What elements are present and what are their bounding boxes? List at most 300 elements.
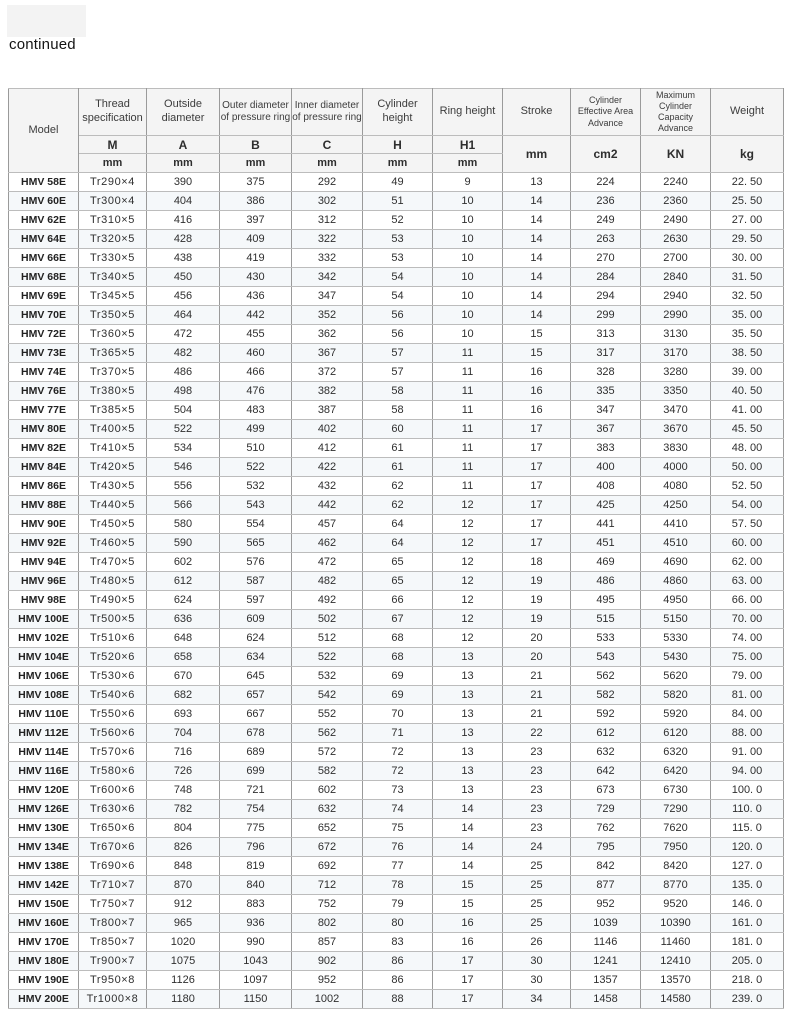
inner-diameter-pressure-ring-cell: 712: [292, 876, 363, 895]
cylinder-height-cell: 54: [363, 287, 433, 306]
outside-diameter-cell: 1126: [147, 971, 220, 990]
outer-diameter-pressure-ring-cell: 522: [220, 458, 292, 477]
stroke-cell: 30: [503, 952, 571, 971]
inner-diameter-pressure-ring-cell: 512: [292, 629, 363, 648]
header-cylinder-effective-area: Cylinder Effective Area Advance: [571, 89, 641, 136]
max-cylinder-capacity-cell: 6420: [641, 762, 711, 781]
unit-outer-ring-mm: mm: [220, 154, 292, 173]
table-row: [9, 325, 784, 344]
ring-height-cell: 11: [433, 401, 503, 420]
weight-cell: 27. 00: [711, 211, 784, 230]
cylinder-height-cell: 70: [363, 705, 433, 724]
max-cylinder-capacity-cell: 5430: [641, 648, 711, 667]
outer-diameter-pressure-ring-cell: 397: [220, 211, 292, 230]
max-cylinder-capacity-cell: 2240: [641, 173, 711, 192]
outside-diameter-cell: 602: [147, 553, 220, 572]
model-cell: HMV 69E: [9, 287, 79, 306]
stroke-cell: 22: [503, 724, 571, 743]
unit-weight-kg: kg: [711, 136, 784, 173]
ring-height-cell: 16: [433, 914, 503, 933]
thread-spec-cell: Tr600×6: [79, 781, 147, 800]
weight-cell: 62. 00: [711, 553, 784, 572]
thread-spec-cell: Tr570×6: [79, 743, 147, 762]
stroke-cell: 20: [503, 629, 571, 648]
outside-diameter-cell: 693: [147, 705, 220, 724]
ring-height-cell: 16: [433, 933, 503, 952]
table-row: [9, 933, 784, 952]
table-row: [9, 268, 784, 287]
cylinder-effective-area-cell: 469: [571, 553, 641, 572]
unit-capacity-kn: KN: [641, 136, 711, 173]
ring-height-cell: 10: [433, 287, 503, 306]
cylinder-effective-area-cell: 1357: [571, 971, 641, 990]
outside-diameter-cell: 438: [147, 249, 220, 268]
cylinder-height-cell: 61: [363, 439, 433, 458]
table-row: [9, 420, 784, 439]
inner-diameter-pressure-ring-cell: 457: [292, 515, 363, 534]
inner-diameter-pressure-ring-cell: 352: [292, 306, 363, 325]
weight-cell: 84. 00: [711, 705, 784, 724]
max-cylinder-capacity-cell: 7950: [641, 838, 711, 857]
outer-diameter-pressure-ring-cell: 554: [220, 515, 292, 534]
outside-diameter-cell: 658: [147, 648, 220, 667]
cylinder-effective-area-cell: 495: [571, 591, 641, 610]
table-row: [9, 496, 784, 515]
inner-diameter-pressure-ring-cell: 347: [292, 287, 363, 306]
cylinder-height-cell: 66: [363, 591, 433, 610]
cylinder-height-cell: 62: [363, 496, 433, 515]
max-cylinder-capacity-cell: 4950: [641, 591, 711, 610]
inner-diameter-pressure-ring-cell: 572: [292, 743, 363, 762]
max-cylinder-capacity-cell: 11460: [641, 933, 711, 952]
thread-spec-cell: Tr520×6: [79, 648, 147, 667]
outer-diameter-pressure-ring-cell: 532: [220, 477, 292, 496]
cylinder-effective-area-cell: 249: [571, 211, 641, 230]
outer-diameter-pressure-ring-cell: 721: [220, 781, 292, 800]
outer-diameter-pressure-ring-cell: 657: [220, 686, 292, 705]
ring-height-cell: 12: [433, 629, 503, 648]
outer-diameter-pressure-ring-cell: 883: [220, 895, 292, 914]
outside-diameter-cell: 726: [147, 762, 220, 781]
continued-label: continued: [9, 36, 76, 53]
cylinder-height-cell: 86: [363, 952, 433, 971]
symbol-b: B: [220, 136, 292, 154]
ring-height-cell: 12: [433, 534, 503, 553]
inner-diameter-pressure-ring-cell: 442: [292, 496, 363, 515]
outer-diameter-pressure-ring-cell: 442: [220, 306, 292, 325]
inner-diameter-pressure-ring-cell: 482: [292, 572, 363, 591]
header-inner-diameter-pressure-ring: Inner diameter of pressure ring: [292, 89, 363, 136]
model-cell: HMV 76E: [9, 382, 79, 401]
max-cylinder-capacity-cell: 5620: [641, 667, 711, 686]
weight-cell: 161. 0: [711, 914, 784, 933]
weight-cell: 40. 50: [711, 382, 784, 401]
weight-cell: 146. 0: [711, 895, 784, 914]
cylinder-effective-area-cell: 1146: [571, 933, 641, 952]
outer-diameter-pressure-ring-cell: 699: [220, 762, 292, 781]
cylinder-height-cell: 65: [363, 553, 433, 572]
max-cylinder-capacity-cell: 8770: [641, 876, 711, 895]
thread-spec-cell: Tr290×4: [79, 173, 147, 192]
unit-stroke-mm: mm: [503, 136, 571, 173]
inner-diameter-pressure-ring-cell: 367: [292, 344, 363, 363]
outside-diameter-cell: 804: [147, 819, 220, 838]
model-cell: HMV 88E: [9, 496, 79, 515]
table-row: [9, 857, 784, 876]
outside-diameter-cell: 670: [147, 667, 220, 686]
outside-diameter-cell: 704: [147, 724, 220, 743]
table-row: [9, 800, 784, 819]
stroke-cell: 25: [503, 876, 571, 895]
inner-diameter-pressure-ring-cell: 322: [292, 230, 363, 249]
outside-diameter-cell: 390: [147, 173, 220, 192]
weight-cell: 31. 50: [711, 268, 784, 287]
weight-cell: 205. 0: [711, 952, 784, 971]
thread-spec-cell: Tr850×7: [79, 933, 147, 952]
thread-spec-cell: Tr510×6: [79, 629, 147, 648]
weight-cell: 54. 00: [711, 496, 784, 515]
weight-cell: 35. 00: [711, 306, 784, 325]
ring-height-cell: 11: [433, 344, 503, 363]
cylinder-height-cell: 52: [363, 211, 433, 230]
stroke-cell: 21: [503, 686, 571, 705]
ring-height-cell: 12: [433, 553, 503, 572]
outer-diameter-pressure-ring-cell: 409: [220, 230, 292, 249]
weight-cell: 127. 0: [711, 857, 784, 876]
cylinder-effective-area-cell: 441: [571, 515, 641, 534]
ring-height-cell: 11: [433, 420, 503, 439]
table-row: [9, 876, 784, 895]
max-cylinder-capacity-cell: 2700: [641, 249, 711, 268]
max-cylinder-capacity-cell: 7620: [641, 819, 711, 838]
outer-diameter-pressure-ring-cell: 1043: [220, 952, 292, 971]
thread-spec-cell: Tr580×6: [79, 762, 147, 781]
max-cylinder-capacity-cell: 3170: [641, 344, 711, 363]
cylinder-effective-area-cell: 842: [571, 857, 641, 876]
outer-diameter-pressure-ring-cell: 587: [220, 572, 292, 591]
cylinder-effective-area-cell: 762: [571, 819, 641, 838]
outer-diameter-pressure-ring-cell: 1150: [220, 990, 292, 1009]
ring-height-cell: 14: [433, 857, 503, 876]
table-row: [9, 211, 784, 230]
thread-spec-cell: Tr900×7: [79, 952, 147, 971]
ring-height-cell: 10: [433, 211, 503, 230]
unit-thread-mm: mm: [79, 154, 147, 173]
thread-spec-cell: Tr420×5: [79, 458, 147, 477]
cylinder-effective-area-cell: 533: [571, 629, 641, 648]
thread-spec-cell: Tr1000×8: [79, 990, 147, 1009]
table-row: [9, 363, 784, 382]
thread-spec-cell: Tr480×5: [79, 572, 147, 591]
stroke-cell: 19: [503, 610, 571, 629]
cylinder-effective-area-cell: 612: [571, 724, 641, 743]
table-row: [9, 439, 784, 458]
outside-diameter-cell: 716: [147, 743, 220, 762]
weight-cell: 35. 50: [711, 325, 784, 344]
stroke-cell: 17: [503, 439, 571, 458]
stroke-cell: 15: [503, 325, 571, 344]
outer-diameter-pressure-ring-cell: 754: [220, 800, 292, 819]
cylinder-effective-area-cell: 582: [571, 686, 641, 705]
cylinder-height-cell: 58: [363, 401, 433, 420]
weight-cell: 100. 0: [711, 781, 784, 800]
unit-ring-height-mm: mm: [433, 154, 503, 173]
max-cylinder-capacity-cell: 4250: [641, 496, 711, 515]
max-cylinder-capacity-cell: 3130: [641, 325, 711, 344]
thread-spec-cell: Tr365×5: [79, 344, 147, 363]
cylinder-effective-area-cell: 294: [571, 287, 641, 306]
cylinder-effective-area-cell: 486: [571, 572, 641, 591]
weight-cell: 52. 50: [711, 477, 784, 496]
cylinder-effective-area-cell: 367: [571, 420, 641, 439]
cylinder-effective-area-cell: 317: [571, 344, 641, 363]
model-cell: HMV 68E: [9, 268, 79, 287]
max-cylinder-capacity-cell: 5330: [641, 629, 711, 648]
ring-height-cell: 11: [433, 458, 503, 477]
inner-diameter-pressure-ring-cell: 562: [292, 724, 363, 743]
outer-diameter-pressure-ring-cell: 436: [220, 287, 292, 306]
model-cell: HMV 106E: [9, 667, 79, 686]
weight-cell: 60. 00: [711, 534, 784, 553]
max-cylinder-capacity-cell: 4690: [641, 553, 711, 572]
outside-diameter-cell: 682: [147, 686, 220, 705]
cylinder-height-cell: 65: [363, 572, 433, 591]
ring-height-cell: 11: [433, 439, 503, 458]
outside-diameter-cell: 870: [147, 876, 220, 895]
cylinder-effective-area-cell: 400: [571, 458, 641, 477]
outside-diameter-cell: 534: [147, 439, 220, 458]
max-cylinder-capacity-cell: 3670: [641, 420, 711, 439]
outside-diameter-cell: 450: [147, 268, 220, 287]
thread-spec-cell: Tr710×7: [79, 876, 147, 895]
max-cylinder-capacity-cell: 12410: [641, 952, 711, 971]
cylinder-height-cell: 77: [363, 857, 433, 876]
symbol-a: A: [147, 136, 220, 154]
stroke-cell: 14: [503, 211, 571, 230]
cylinder-effective-area-cell: 562: [571, 667, 641, 686]
table-row: [9, 477, 784, 496]
model-cell: HMV 84E: [9, 458, 79, 477]
outside-diameter-cell: 556: [147, 477, 220, 496]
outer-diameter-pressure-ring-cell: 476: [220, 382, 292, 401]
stroke-cell: 14: [503, 249, 571, 268]
inner-diameter-pressure-ring-cell: 652: [292, 819, 363, 838]
outside-diameter-cell: 464: [147, 306, 220, 325]
cylinder-effective-area-cell: 1039: [571, 914, 641, 933]
ring-height-cell: 14: [433, 819, 503, 838]
weight-cell: 110. 0: [711, 800, 784, 819]
cylinder-effective-area-cell: 795: [571, 838, 641, 857]
outside-diameter-cell: 848: [147, 857, 220, 876]
outer-diameter-pressure-ring-cell: 565: [220, 534, 292, 553]
outer-diameter-pressure-ring-cell: 386: [220, 192, 292, 211]
stroke-cell: 34: [503, 990, 571, 1009]
weight-cell: 135. 0: [711, 876, 784, 895]
outer-diameter-pressure-ring-cell: 678: [220, 724, 292, 743]
max-cylinder-capacity-cell: 14580: [641, 990, 711, 1009]
model-cell: HMV 190E: [9, 971, 79, 990]
stroke-cell: 17: [503, 515, 571, 534]
outside-diameter-cell: 965: [147, 914, 220, 933]
outer-diameter-pressure-ring-cell: 455: [220, 325, 292, 344]
inner-diameter-pressure-ring-cell: 462: [292, 534, 363, 553]
thread-spec-cell: Tr670×6: [79, 838, 147, 857]
cylinder-height-cell: 72: [363, 743, 433, 762]
cylinder-effective-area-cell: 632: [571, 743, 641, 762]
ring-height-cell: 12: [433, 610, 503, 629]
stroke-cell: 23: [503, 800, 571, 819]
outside-diameter-cell: 748: [147, 781, 220, 800]
cylinder-height-cell: 53: [363, 230, 433, 249]
inner-diameter-pressure-ring-cell: 387: [292, 401, 363, 420]
max-cylinder-capacity-cell: 4410: [641, 515, 711, 534]
outside-diameter-cell: 1180: [147, 990, 220, 1009]
weight-cell: 218. 0: [711, 971, 784, 990]
max-cylinder-capacity-cell: 4080: [641, 477, 711, 496]
header-max-cylinder-capacity: Maximum Cylinder Capacity Advance: [641, 89, 711, 136]
ring-height-cell: 13: [433, 686, 503, 705]
weight-cell: 48. 00: [711, 439, 784, 458]
outside-diameter-cell: 1075: [147, 952, 220, 971]
outer-diameter-pressure-ring-cell: 819: [220, 857, 292, 876]
outer-diameter-pressure-ring-cell: 430: [220, 268, 292, 287]
inner-diameter-pressure-ring-cell: 432: [292, 477, 363, 496]
table-header: [9, 89, 784, 173]
weight-cell: 79. 00: [711, 667, 784, 686]
ring-height-cell: 13: [433, 648, 503, 667]
table-row: [9, 173, 784, 192]
outer-diameter-pressure-ring-cell: 624: [220, 629, 292, 648]
cylinder-effective-area-cell: 313: [571, 325, 641, 344]
max-cylinder-capacity-cell: 3470: [641, 401, 711, 420]
inner-diameter-pressure-ring-cell: 502: [292, 610, 363, 629]
symbol-h1: H1: [433, 136, 503, 154]
model-cell: HMV 142E: [9, 876, 79, 895]
stroke-cell: 14: [503, 287, 571, 306]
header-outside-diameter: Outside diameter: [147, 89, 220, 136]
max-cylinder-capacity-cell: 4510: [641, 534, 711, 553]
cylinder-effective-area-cell: 224: [571, 173, 641, 192]
weight-cell: 29. 50: [711, 230, 784, 249]
stroke-cell: 14: [503, 230, 571, 249]
ring-height-cell: 13: [433, 705, 503, 724]
thread-spec-cell: Tr560×6: [79, 724, 147, 743]
stroke-cell: 19: [503, 591, 571, 610]
model-cell: HMV 77E: [9, 401, 79, 420]
inner-diameter-pressure-ring-cell: 952: [292, 971, 363, 990]
outer-diameter-pressure-ring-cell: 510: [220, 439, 292, 458]
cylinder-height-cell: 80: [363, 914, 433, 933]
stroke-cell: 17: [503, 534, 571, 553]
inner-diameter-pressure-ring-cell: 382: [292, 382, 363, 401]
stroke-cell: 14: [503, 268, 571, 287]
model-cell: HMV 73E: [9, 344, 79, 363]
stroke-cell: 23: [503, 781, 571, 800]
weight-cell: 63. 00: [711, 572, 784, 591]
table-row: [9, 458, 784, 477]
max-cylinder-capacity-cell: 4000: [641, 458, 711, 477]
outside-diameter-cell: 580: [147, 515, 220, 534]
thread-spec-cell: Tr750×7: [79, 895, 147, 914]
stroke-cell: 21: [503, 705, 571, 724]
cylinder-effective-area-cell: 263: [571, 230, 641, 249]
cylinder-height-cell: 67: [363, 610, 433, 629]
ring-height-cell: 12: [433, 572, 503, 591]
thread-spec-cell: Tr500×5: [79, 610, 147, 629]
symbol-m: M: [79, 136, 147, 154]
inner-diameter-pressure-ring-cell: 542: [292, 686, 363, 705]
cylinder-height-cell: 61: [363, 458, 433, 477]
model-cell: HMV 98E: [9, 591, 79, 610]
outer-diameter-pressure-ring-cell: 543: [220, 496, 292, 515]
weight-cell: 74. 00: [711, 629, 784, 648]
ring-height-cell: 12: [433, 591, 503, 610]
thread-spec-cell: Tr530×6: [79, 667, 147, 686]
cylinder-effective-area-cell: 328: [571, 363, 641, 382]
outside-diameter-cell: 482: [147, 344, 220, 363]
outer-diameter-pressure-ring-cell: 466: [220, 363, 292, 382]
cylinder-effective-area-cell: 284: [571, 268, 641, 287]
max-cylinder-capacity-cell: 10390: [641, 914, 711, 933]
thread-spec-cell: Tr410×5: [79, 439, 147, 458]
max-cylinder-capacity-cell: 3280: [641, 363, 711, 382]
cylinder-height-cell: 88: [363, 990, 433, 1009]
header-outer-diameter-pressure-ring: Outer diameter of pressure ring: [220, 89, 292, 136]
stroke-cell: 14: [503, 192, 571, 211]
ring-height-cell: 13: [433, 667, 503, 686]
outer-diameter-pressure-ring-cell: 460: [220, 344, 292, 363]
cylinder-height-cell: 69: [363, 667, 433, 686]
cylinder-effective-area-cell: 1458: [571, 990, 641, 1009]
max-cylinder-capacity-cell: 6120: [641, 724, 711, 743]
stroke-cell: 17: [503, 458, 571, 477]
thread-spec-cell: Tr440×5: [79, 496, 147, 515]
model-cell: HMV 108E: [9, 686, 79, 705]
weight-cell: 115. 0: [711, 819, 784, 838]
stroke-cell: 18: [503, 553, 571, 572]
max-cylinder-capacity-cell: 2990: [641, 306, 711, 325]
table-row: [9, 572, 784, 591]
ring-height-cell: 13: [433, 743, 503, 762]
weight-cell: 50. 00: [711, 458, 784, 477]
cylinder-height-cell: 51: [363, 192, 433, 211]
thread-spec-cell: Tr380×5: [79, 382, 147, 401]
max-cylinder-capacity-cell: 3350: [641, 382, 711, 401]
thread-spec-cell: Tr540×6: [79, 686, 147, 705]
specification-table: [8, 88, 784, 1009]
inner-diameter-pressure-ring-cell: 402: [292, 420, 363, 439]
weight-cell: 30. 00: [711, 249, 784, 268]
model-cell: HMV 102E: [9, 629, 79, 648]
stroke-cell: 19: [503, 572, 571, 591]
weight-cell: 81. 00: [711, 686, 784, 705]
cylinder-height-cell: 53: [363, 249, 433, 268]
thread-spec-cell: Tr800×7: [79, 914, 147, 933]
model-cell: HMV 100E: [9, 610, 79, 629]
stroke-cell: 17: [503, 477, 571, 496]
outer-diameter-pressure-ring-cell: 840: [220, 876, 292, 895]
inner-diameter-pressure-ring-cell: 522: [292, 648, 363, 667]
max-cylinder-capacity-cell: 6730: [641, 781, 711, 800]
outer-diameter-pressure-ring-cell: 609: [220, 610, 292, 629]
model-cell: HMV 60E: [9, 192, 79, 211]
logo-placeholder: [7, 5, 86, 37]
max-cylinder-capacity-cell: 13570: [641, 971, 711, 990]
cylinder-height-cell: 74: [363, 800, 433, 819]
table-row: [9, 629, 784, 648]
model-cell: HMV 94E: [9, 553, 79, 572]
model-cell: HMV 66E: [9, 249, 79, 268]
